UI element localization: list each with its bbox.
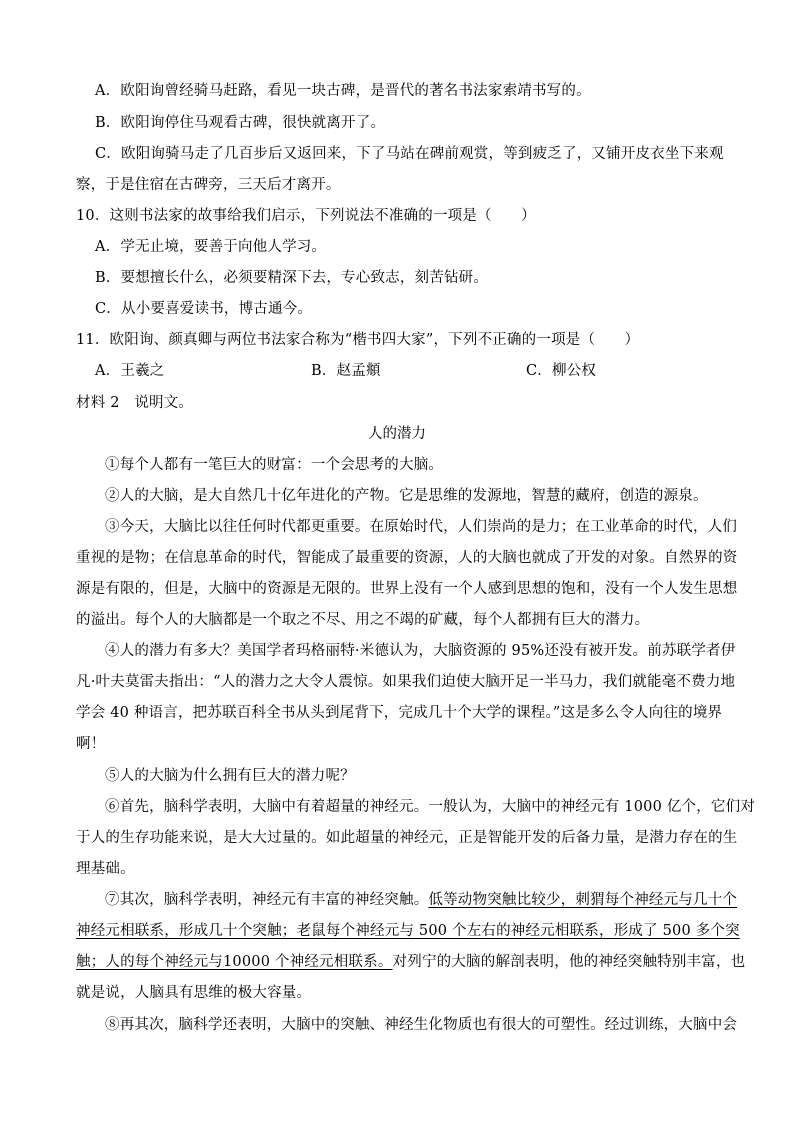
paragraph-3-line2: 重视的是物；在信息革命的时代，智能成了最重要的资源，人的大脑也就成了开发的对象。自然界的资: [76, 550, 738, 566]
article-title: 人的潜力: [368, 426, 426, 442]
paragraph-7-line1: [105, 891, 737, 909]
paragraph-4-line1: ④人的潜力有多大？美国学者玛格丽特·米德认为，大脑资源的 95%还没有被开发。前苏联学者伊: [105, 643, 736, 659]
question-10-stem: 10．这则书法家的故事给我们启示，下列说法不准确的一项是（ ）: [76, 208, 536, 224]
paragraph-6-line3: 理基础。: [76, 861, 135, 877]
paragraph-5: ⑤人的大脑为什么拥有巨大的潜力呢？: [105, 768, 355, 784]
paragraph-4-line4: 啊！: [76, 736, 106, 752]
q9-option-b: B．欧阳询停住马观看古碑，很快就离开了。: [95, 115, 386, 131]
q9-option-c-line2: 察，于是住宿在古碑旁，三天后才离开。: [76, 177, 341, 193]
paragraph-7-underlined-a: 低等动物突触比较少，刺猬每个神经元与几十个: [428, 892, 738, 908]
q9-option-a: A．欧阳询曾经骑马赶路，看见一块古碑，是晋代的著名书法家索靖书写的。: [95, 83, 591, 99]
paragraph-8-line1: ⑧再其次，脑科学还表明，大脑中的突触、神经生化物质也有很大的可塑性。经过训练，大脑中会: [105, 1017, 738, 1033]
paragraph-7-plain-a: ⑦其次，脑科学表明，神经元有丰富的神经突触。: [105, 892, 429, 908]
q11-option-b: B．赵孟頫: [311, 363, 381, 379]
paragraph-2: ②人的大脑，是大自然几十亿年进化的产物。它是思维的发源地，智慧的藏府，创造的源泉。: [105, 488, 708, 504]
q10-option-b: B．要想擅长什么，必须要精深下去，专心致志，刻苦钻研。: [95, 270, 489, 286]
paragraph-3-line4: 的溢出。每个人的大脑都是一个取之不尽、用之不竭的矿藏，每个人都拥有巨大的潜力。: [76, 612, 650, 628]
question-11-stem: 11．欧阳询、颜真卿与两位书法家合称为“楷书四大家”，下列不正确的一项是（ ）: [76, 332, 640, 348]
paragraph-7-line4: 就是说，人脑具有思维的极大容量。: [76, 985, 312, 1001]
q10-option-a: A．学无止境，要善于向他人学习。: [95, 239, 327, 255]
paragraph-4-line2: 凡·叶夫莫雷夫指出：“人的潜力之大令人震惊。如果我们迫使大脑开足一半马力，我们就能毫不费力地: [76, 674, 736, 690]
paragraph-6-line2: 于人的生存功能来说，是大大过量的。如此超量的神经元，正是智能开发的后备力量，是潜力存在的生: [76, 830, 738, 846]
q11-option-a: A．王羲之: [95, 363, 165, 379]
paragraph-6-line1: ⑥首先，脑科学表明，大脑中有着超量的神经元。一般认为，大脑中的神经元有 1000 亿个，它们对: [105, 799, 756, 815]
q10-option-c: C．从小要喜爱读书，博古通今。: [95, 301, 313, 317]
paragraph-7-plain-b: 对列宁的大脑的解剖表明，他的神经突触特别丰富，也: [392, 954, 746, 970]
paragraph-3-line1: ③今天，大脑比以往任何时代都更重要。在原始时代，人们崇尚的是力；在工业革命的时代，人们: [105, 519, 738, 535]
material-label: 材料 2 说明文。: [76, 395, 194, 411]
paragraph-3-line3: 源是有限的，但是，大脑中的资源是无限的。世界上没有一个人感到思想的饱和，没有一个人发生思想: [76, 581, 738, 597]
paragraph-7-line3: [76, 953, 745, 971]
paragraph-7-underlined-c: 触；人的每个神经元与10000 个神经元相联系。: [76, 954, 393, 970]
q11-option-c: C．柳公权: [526, 363, 597, 379]
paragraph-1: ①每个人都有一笔巨大的财富：一个会思考的大脑。: [105, 457, 444, 473]
paragraph-4-line3: 学会 40 种语言，把苏联百科全书从头到尾背下，完成几十个大学的课程。”这是多么令人向往的境界: [76, 705, 723, 721]
paragraph-7-underlined-b: 神经元相联系，形成几十个突触；老鼠每个神经元与 500 个左右的神经元相联系，形成了 500 多个突: [76, 923, 740, 939]
q9-option-c-line1: C．欧阳询骑马走了几百步后又返回来，下了马站在碑前观赏，等到疲乏了，又铺开皮衣坐下来观: [95, 146, 724, 162]
